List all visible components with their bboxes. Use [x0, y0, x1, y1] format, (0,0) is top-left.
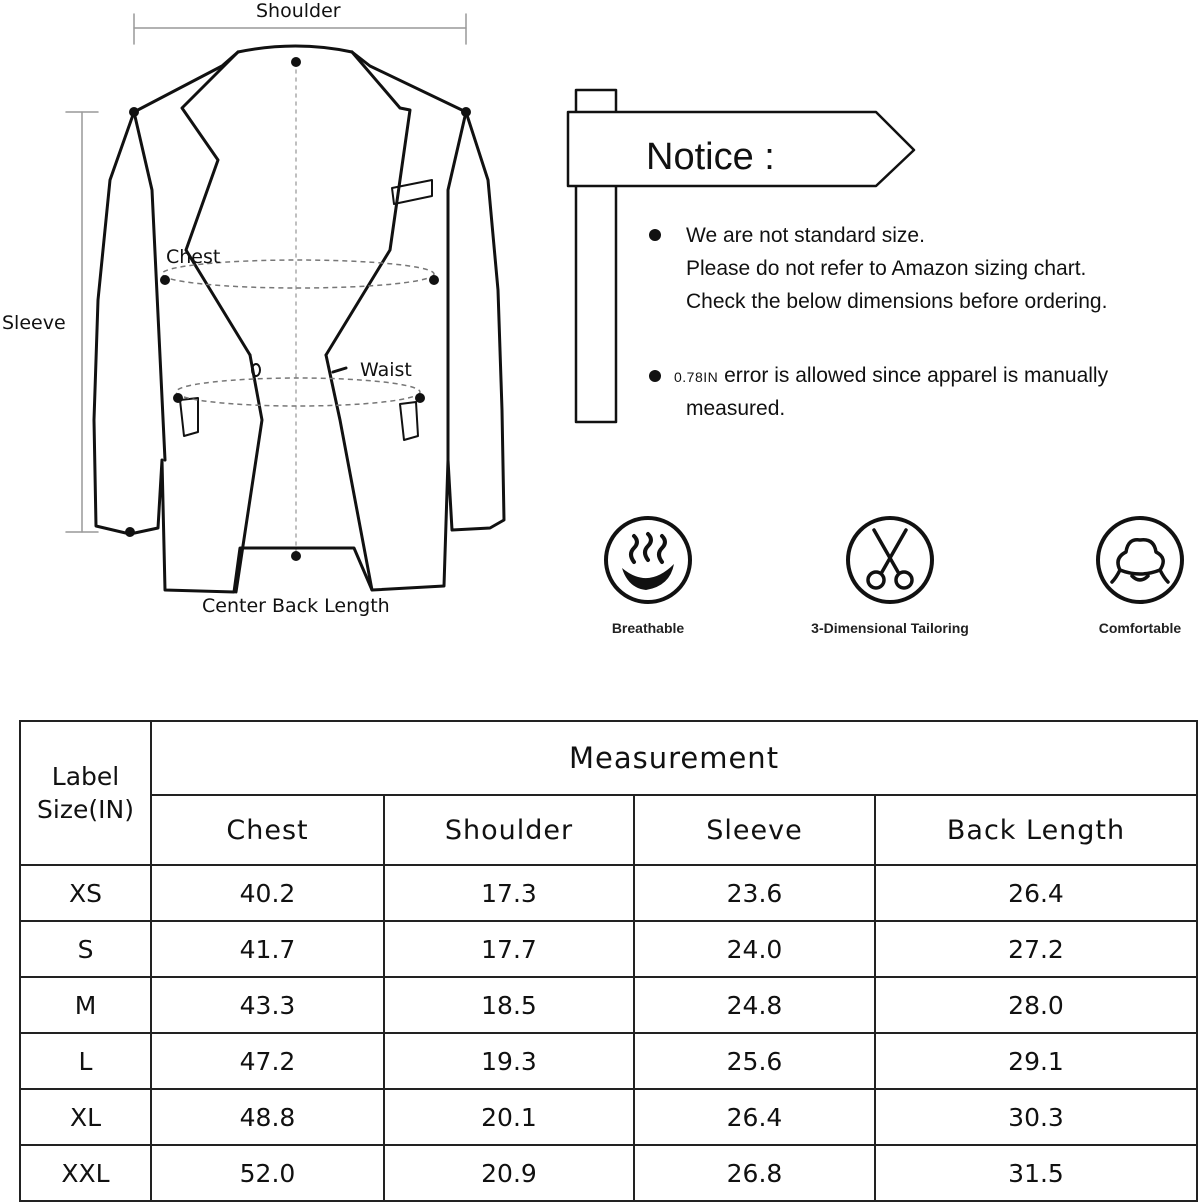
- chest-cell: 48.8: [151, 1089, 384, 1145]
- column-header-chest: Chest: [151, 795, 384, 865]
- back-length-cell: 29.1: [875, 1033, 1197, 1089]
- comfortable-icon: [1092, 512, 1188, 608]
- jacket-illustration: [0, 0, 560, 640]
- notice-item-2-line-2: measured.: [686, 397, 786, 420]
- table-row: [20, 1033, 1197, 1089]
- feature-label: Breathable: [611, 620, 685, 636]
- scissors-icon: [842, 512, 938, 608]
- feature-label: 3-Dimensional Tailoring: [811, 620, 969, 636]
- feature-comfortable: [1040, 512, 1200, 636]
- shoulder-label: Shoulder: [256, 0, 341, 22]
- sleeve-cell: 26.4: [634, 1089, 875, 1145]
- feature-label: Comfortable: [1098, 620, 1182, 636]
- size-chart-table: [19, 720, 1198, 1202]
- tolerance-value: 0.78IN: [674, 369, 719, 385]
- size-cell: L: [20, 1033, 151, 1089]
- back-length-cell: 31.5: [875, 1145, 1197, 1201]
- waist-label: Waist: [360, 359, 412, 381]
- sleeve-cell: 25.6: [634, 1033, 875, 1089]
- notice-item-2-text: error is allowed since apparel is manually: [718, 364, 1109, 387]
- back-length-cell: 26.4: [875, 865, 1197, 921]
- jacket-measurement-diagram: [0, 0, 560, 640]
- chest-cell: 40.2: [151, 865, 384, 921]
- sleeve-label: Sleeve: [2, 312, 66, 334]
- label-size-header: [20, 721, 151, 865]
- shoulder-cell: 18.5: [384, 977, 634, 1033]
- table-row: [20, 1145, 1197, 1201]
- center-back-length-label: Center Back Length: [202, 595, 390, 617]
- table-row: [20, 865, 1197, 921]
- column-header-back-length: Back Length: [875, 795, 1197, 865]
- chest-cell: 47.2: [151, 1033, 384, 1089]
- size-cell: XL: [20, 1089, 151, 1145]
- sleeve-cell: 24.0: [634, 921, 875, 977]
- back-length-cell: 28.0: [875, 977, 1197, 1033]
- chest-cell: 52.0: [151, 1145, 384, 1201]
- measurement-header: Measurement: [151, 721, 1197, 795]
- size-cell: M: [20, 977, 151, 1033]
- size-cell: XXL: [20, 1145, 151, 1201]
- label-size-header-line-1: Label: [51, 762, 120, 791]
- sleeve-cell: 24.8: [634, 977, 875, 1033]
- breathable-icon: [600, 512, 696, 608]
- shoulder-cell: 19.3: [384, 1033, 634, 1089]
- shoulder-cell: 20.1: [384, 1089, 634, 1145]
- notice-item-1-line-1: We are not standard size.: [686, 224, 925, 247]
- shoulder-cell: 20.9: [384, 1145, 634, 1201]
- back-length-cell: 30.3: [875, 1089, 1197, 1145]
- sleeve-cell: 23.6: [634, 865, 875, 921]
- feature-tailoring: [790, 512, 990, 636]
- notice-item-1-line-3: Check the below dimensions before ordering.: [686, 290, 1108, 313]
- table-row: [20, 1089, 1197, 1145]
- chest-cell: 41.7: [151, 921, 384, 977]
- chest-label: Chest: [166, 246, 221, 268]
- chest-cell: 43.3: [151, 977, 384, 1033]
- table-row: [20, 921, 1197, 977]
- notice-title: Notice :: [646, 136, 775, 178]
- shoulder-cell: 17.7: [384, 921, 634, 977]
- label-size-header-line-2: Size(IN): [37, 795, 134, 824]
- notice-item-1-line-2: Please do not refer to Amazon sizing chart.: [686, 257, 1087, 280]
- size-cell: XS: [20, 865, 151, 921]
- column-header-sleeve: Sleeve: [634, 795, 875, 865]
- notice-item-2-line-1: [674, 359, 1108, 394]
- size-cell: S: [20, 921, 151, 977]
- bullet-icon: [649, 229, 661, 241]
- bullet-icon: [649, 370, 661, 382]
- sleeve-cell: 26.8: [634, 1145, 875, 1201]
- table-row: [20, 977, 1197, 1033]
- feature-breathable: [548, 512, 748, 636]
- shoulder-cell: 17.3: [384, 865, 634, 921]
- column-header-shoulder: Shoulder: [384, 795, 634, 865]
- back-length-cell: 27.2: [875, 921, 1197, 977]
